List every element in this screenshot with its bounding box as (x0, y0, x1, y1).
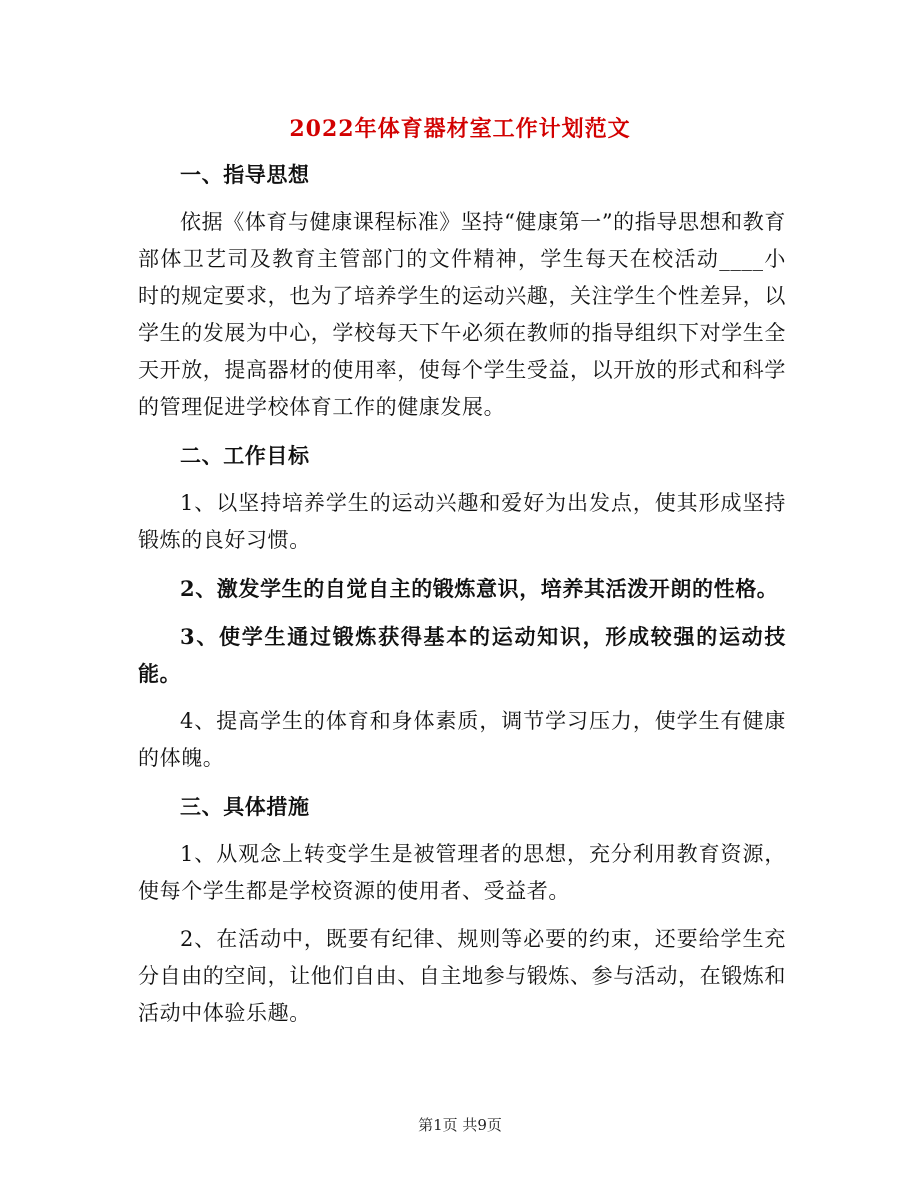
section-heading-specific-measures: 三、具体措施 (180, 794, 310, 819)
goal-item-2: 2、激发学生的自觉自主的锻炼意识，培养其活泼开朗的性格。 (180, 576, 779, 601)
goal-item-4: 4、提高学生的体育和身体素质，调节学习压力，使学生有健康的体魄。 (138, 709, 786, 770)
measure-item-1: 1、从观念上转变学生是被管理者的思想，充分利用教育资源，使每个学生都是学校资源的使用者、受益者。 (138, 842, 786, 903)
goal-item-1: 1、以坚持培养学生的运动兴趣和爱好为出发点，使其形成坚持锻炼的良好习惯。 (138, 491, 786, 552)
section-heading-guiding-thought: 一、指导思想 (180, 162, 310, 187)
paragraph-guiding-thought: 依据《体育与健康课程标准》坚持“健康第一”的指导思想和教育部体卫艺司及教育主管部门的文件精神，学生每天在校活动____小时的规定要求，也为了培养学生的运动兴趣，关注学生个性差异，以学生的发展为中心，学校每天下午必须在教师的指导组织下对学生全天开放，提高器材的使用率，使每个学生受益，以开放的形式和科学的管理促进学校体育工作的健康发展。 (138, 210, 786, 419)
document-title: 2022年体育器材室工作计划范文 (289, 116, 631, 142)
document-body (138, 156, 786, 1043)
page-number-footer: 第1页 共9页 (418, 1116, 502, 1134)
goal-item-3: 3、使学生通过锻炼获得基本的运动知识，形成较强的运动技能。 (138, 624, 786, 686)
section-heading-work-goals: 二、工作目标 (180, 443, 310, 468)
measure-item-2: 2、在活动中，既要有纪律、规则等必要的约束，还要给学生充分自由的空间，让他们自由、自主地参与锻炼、参与活动，在锻炼和活动中体验乐趣。 (138, 927, 786, 1025)
